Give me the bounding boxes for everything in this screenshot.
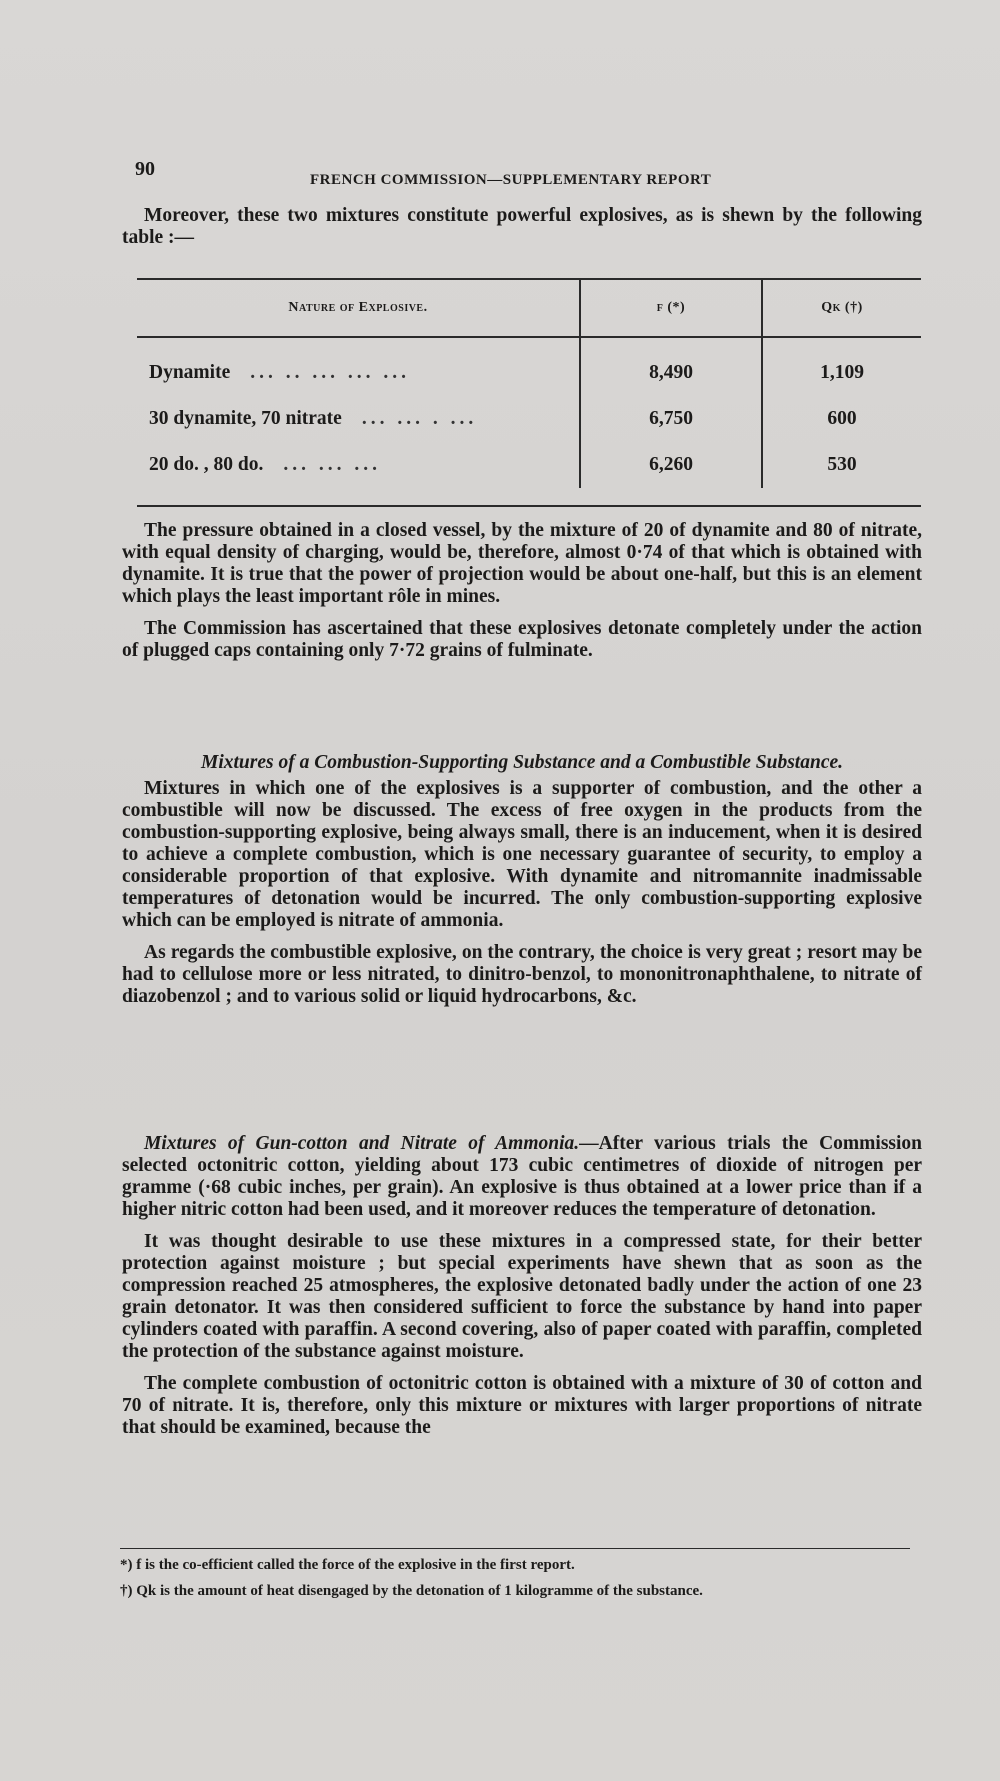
section-combustion <box>122 752 922 1018</box>
footnotes <box>120 1552 920 1604</box>
row-f-value: 8,490 <box>580 337 762 396</box>
col-header-f: f (*) <box>580 280 762 337</box>
run-in-heading: Mixtures of Gun-cotton and Nitrate of Ammonia. <box>144 1133 580 1154</box>
row-qk-value: 530 <box>827 454 857 475</box>
paragraph: The Commission has ascertained that these explosives detonate completely under the action of plugged caps containing only 7·72 grains of fulminate. <box>122 618 922 661</box>
running-title: FRENCH COMMISSION—SUPPLEMENTARY REPORT <box>310 172 712 188</box>
paragraph-text: —After various trials the Commission selected octonitric cotton, yielding about 173 cubic centimetres of dioxide of nitrogen per gramme (·68 cubic inches, per grain). An explosive is thus obtained at a lower price than if a higher nitric cotton had been used, and it moreover reduces the temperature of detonation. <box>122 1133 923 1220</box>
section-heading: Mixtures of a Combustion-Supporting Substance and a Combustible Substance. <box>200 752 844 773</box>
row-name: 30 dynamite, 70 nitrate <box>149 408 342 429</box>
row-f-value: 6,260 <box>580 442 762 488</box>
page-number: 90 <box>135 158 155 180</box>
paragraph: The complete combustion of octonitric cotton is obtained with a mixture of 30 of cotton and 70 of nitrate. It is, therefore, only this mixture or mixtures with larger proportions of nitrate that should be examined, because the <box>122 1373 922 1438</box>
col-header-qk: Qk (†) <box>762 280 921 337</box>
table-row <box>137 337 921 396</box>
paragraph <box>122 1133 922 1221</box>
footnote: *) f is the co-efficient called the force of the explosive in the first report. <box>120 1557 575 1573</box>
section-gun-cotton <box>122 1133 922 1449</box>
table-row <box>137 442 921 488</box>
table-row <box>137 396 921 442</box>
body-block-1 <box>122 520 922 672</box>
table-header-row <box>137 280 921 337</box>
paragraph: The pressure obtained in a closed vessel, by the mixture of 20 of dynamite and 80 of nitrate, with equal density of charging, would be, therefore, almost 0·74 of that which is obtained with dynamite. It is true that the power of projection would be about one-half, but this is an element which plays the least important rôle in mines. <box>122 520 922 607</box>
row-name: Dynamite <box>149 362 231 383</box>
paragraph: It was thought desirable to use these mixtures in a compressed state, for their better protection against moisture ; but special experiments have shewn that as soon as the compression reached 25 atmospheres, the explosive detonated badly under the action of one 23 grain detonator. It was then considered sufficient to force the substance by hand into paper cylinders coated with paraffin. A second covering, also of paper coated with paraffin, completed the protection of the substance against moisture. <box>122 1231 922 1362</box>
row-qk-value: 600 <box>827 408 857 429</box>
paragraph: As regards the combustible explosive, on the contrary, the choice is very great ; resort may be had to cellulose more or less nitrated, to dinitro-benzol, to mononitronaphthalene, to nitrate of diazobenzol ; and to various solid or liquid hydrocarbons, &c. <box>122 942 922 1007</box>
row-f-value: 6,750 <box>580 396 762 442</box>
paragraph: Mixtures in which one of the explosives is a supporter of combustion, and the other a combustible will now be discussed. The excess of free oxygen in the products from the combustion-supporting explosive, being always small, there is an inducement, when it is desired to achieve a complete combustion, which is one necessary guarantee of security, to employ a considerable proportion of that explosive. With dynamite and nitromannite inadmissable temperatures of detonation would be incurred. The only combustion-supporting explosive which can be employed is nitrate of ammonia. <box>122 778 922 931</box>
row-qk-value: 1,109 <box>820 362 864 383</box>
leader-dots: ... ... ... <box>283 454 381 475</box>
col-header-nature: Nature of Explosive. <box>137 280 580 337</box>
intro-block <box>122 205 922 259</box>
footnote-rule <box>120 1548 910 1549</box>
leader-dots: ... ... . ... <box>361 408 478 429</box>
intro-paragraph: Moreover, these two mixtures constitute powerful explosives, as is shewn by the following table :— <box>122 205 922 248</box>
footnote: †) Qk is the amount of heat disengaged by the detonation of 1 kilogramme of the substance. <box>120 1583 703 1599</box>
leader-dots: ... .. ... ... ... <box>250 362 410 383</box>
row-name: 20 do. , 80 do. <box>149 454 264 475</box>
explosives-table <box>137 278 921 507</box>
